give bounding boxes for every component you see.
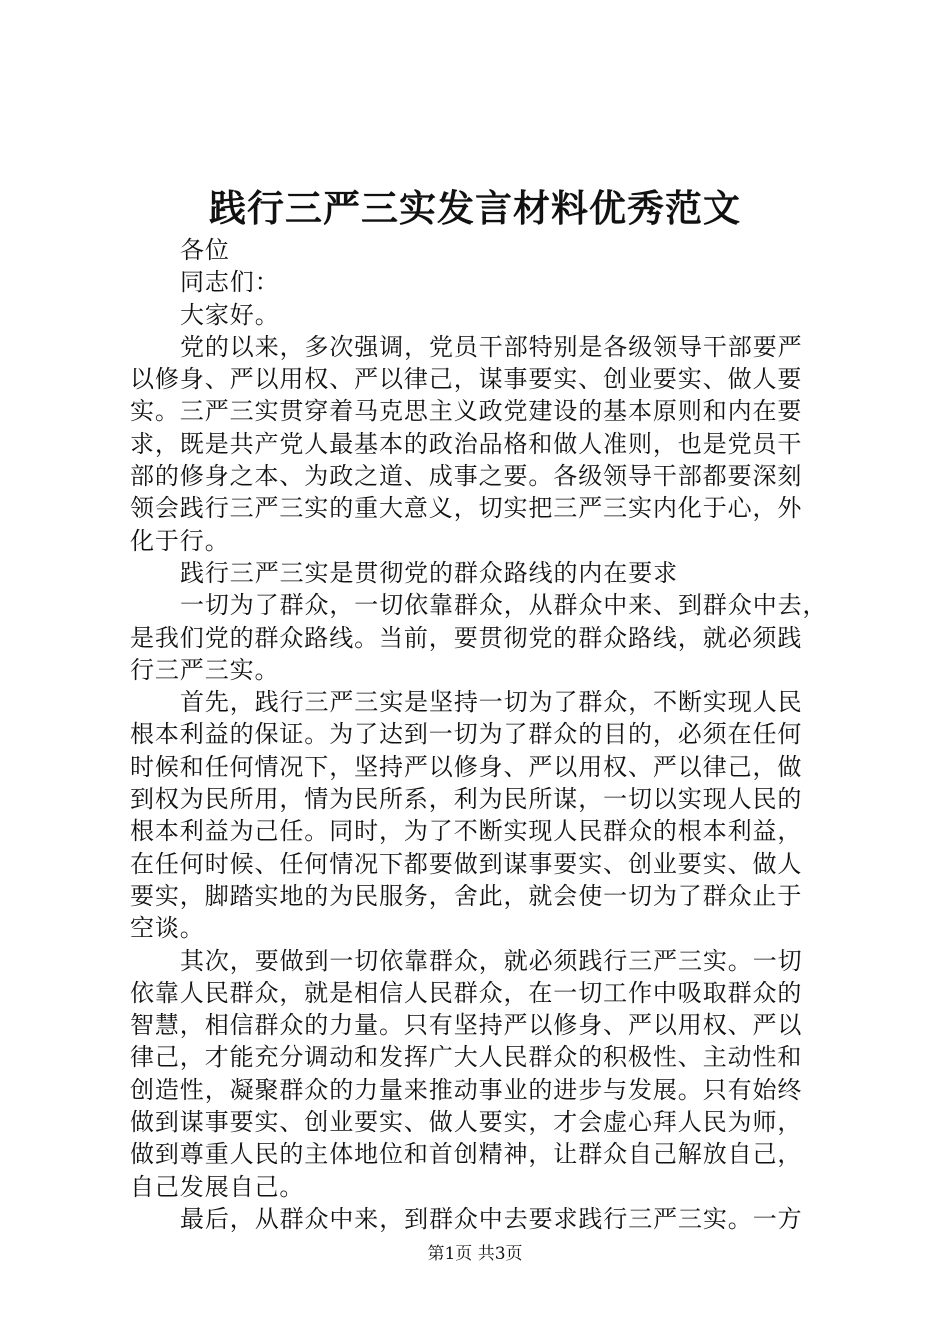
text-line: 根本利益的保证。为了达到一切为了群众的目的，必须在任何: [130, 720, 803, 749]
document-title: 践行三严三实发言材料优秀范文: [209, 187, 741, 230]
text-line: 以修身、严以用权、严以律己，谋事要实、创业要实、做人要: [130, 365, 803, 394]
text-line: 时候和任何情况下，坚持严以修身、严以用权、严以律己，做: [130, 752, 803, 781]
text-line: 践行三严三实是贯彻党的群众路线的内在要求: [180, 558, 678, 587]
text-line: 一切为了群众，一切依靠群众，从群众中来、到群众中去，: [180, 591, 828, 620]
text-line: 律己，才能充分调动和发挥广大人民群众的积极性、主动性和: [130, 1043, 803, 1072]
text-line: 要实，脚踏实地的为民服务，舍此，就会使一切为了群众止于: [130, 881, 803, 910]
text-line: 到权为民所用，情为民所系，利为民所谋，一切以实现人民的: [130, 785, 803, 814]
text-line: 化于行。: [130, 526, 230, 555]
text-line: 党的以来，多次强调，党员干部特别是各级领导干部要严: [180, 332, 803, 361]
document-body: [130, 234, 830, 1235]
text-line: 自己发展自己。: [130, 1172, 305, 1201]
text-line: 做到谋事要实、创业要实、做人要实，才会虚心拜人民为师，: [130, 1108, 803, 1137]
page-footer: 第1页 共3页: [427, 1244, 523, 1264]
text-line: 大家好。: [180, 300, 280, 329]
text-line: 智慧，相信群众的力量。只有坚持严以修身、严以用权、严以: [130, 1011, 803, 1040]
text-line: 创造性，凝聚群众的力量来推动事业的进步与发展。只有始终: [130, 1075, 803, 1104]
text-line: 同志们：: [180, 268, 280, 297]
text-line: 部的修身之本、为政之道、成事之要。各级领导干部都要深刻: [130, 462, 803, 491]
text-line: 领会践行三严三实的重大意义，切实把三严三实内化于心，外: [130, 494, 803, 523]
text-line: 首先，践行三严三实是坚持一切为了群众，不断实现人民: [180, 688, 803, 717]
text-line: 空谈。: [130, 914, 205, 943]
text-line: 做到尊重人民的主体地位和首创精神，让群众自己解放自己，: [130, 1140, 803, 1169]
text-line: 其次，要做到一切依靠群众，就必须践行三严三实。一切: [180, 946, 803, 975]
text-line: 行三严三实。: [130, 655, 280, 684]
text-line: 根本利益为己任。同时，为了不断实现人民群众的根本利益，: [130, 817, 803, 846]
text-line: 在任何时候、任何情况下都要做到谋事要实、创业要实、做人: [130, 849, 803, 878]
text-line: 是我们党的群众路线。当前，要贯彻党的群众路线，就必须践: [130, 623, 803, 652]
text-line: 各位: [180, 236, 230, 264]
text-line: 实。三严三实贯穿着马克思主义政党建设的基本原则和内在要: [130, 397, 803, 426]
text-line: 求，既是共产党人最基本的政治品格和做人准则，也是党员干: [130, 429, 803, 458]
text-line: 依靠人民群众，就是相信人民群众，在一切工作中吸取群众的: [130, 978, 803, 1007]
text-line: 最后，从群众中来，到群众中去要求践行三严三实。一方: [180, 1204, 803, 1233]
